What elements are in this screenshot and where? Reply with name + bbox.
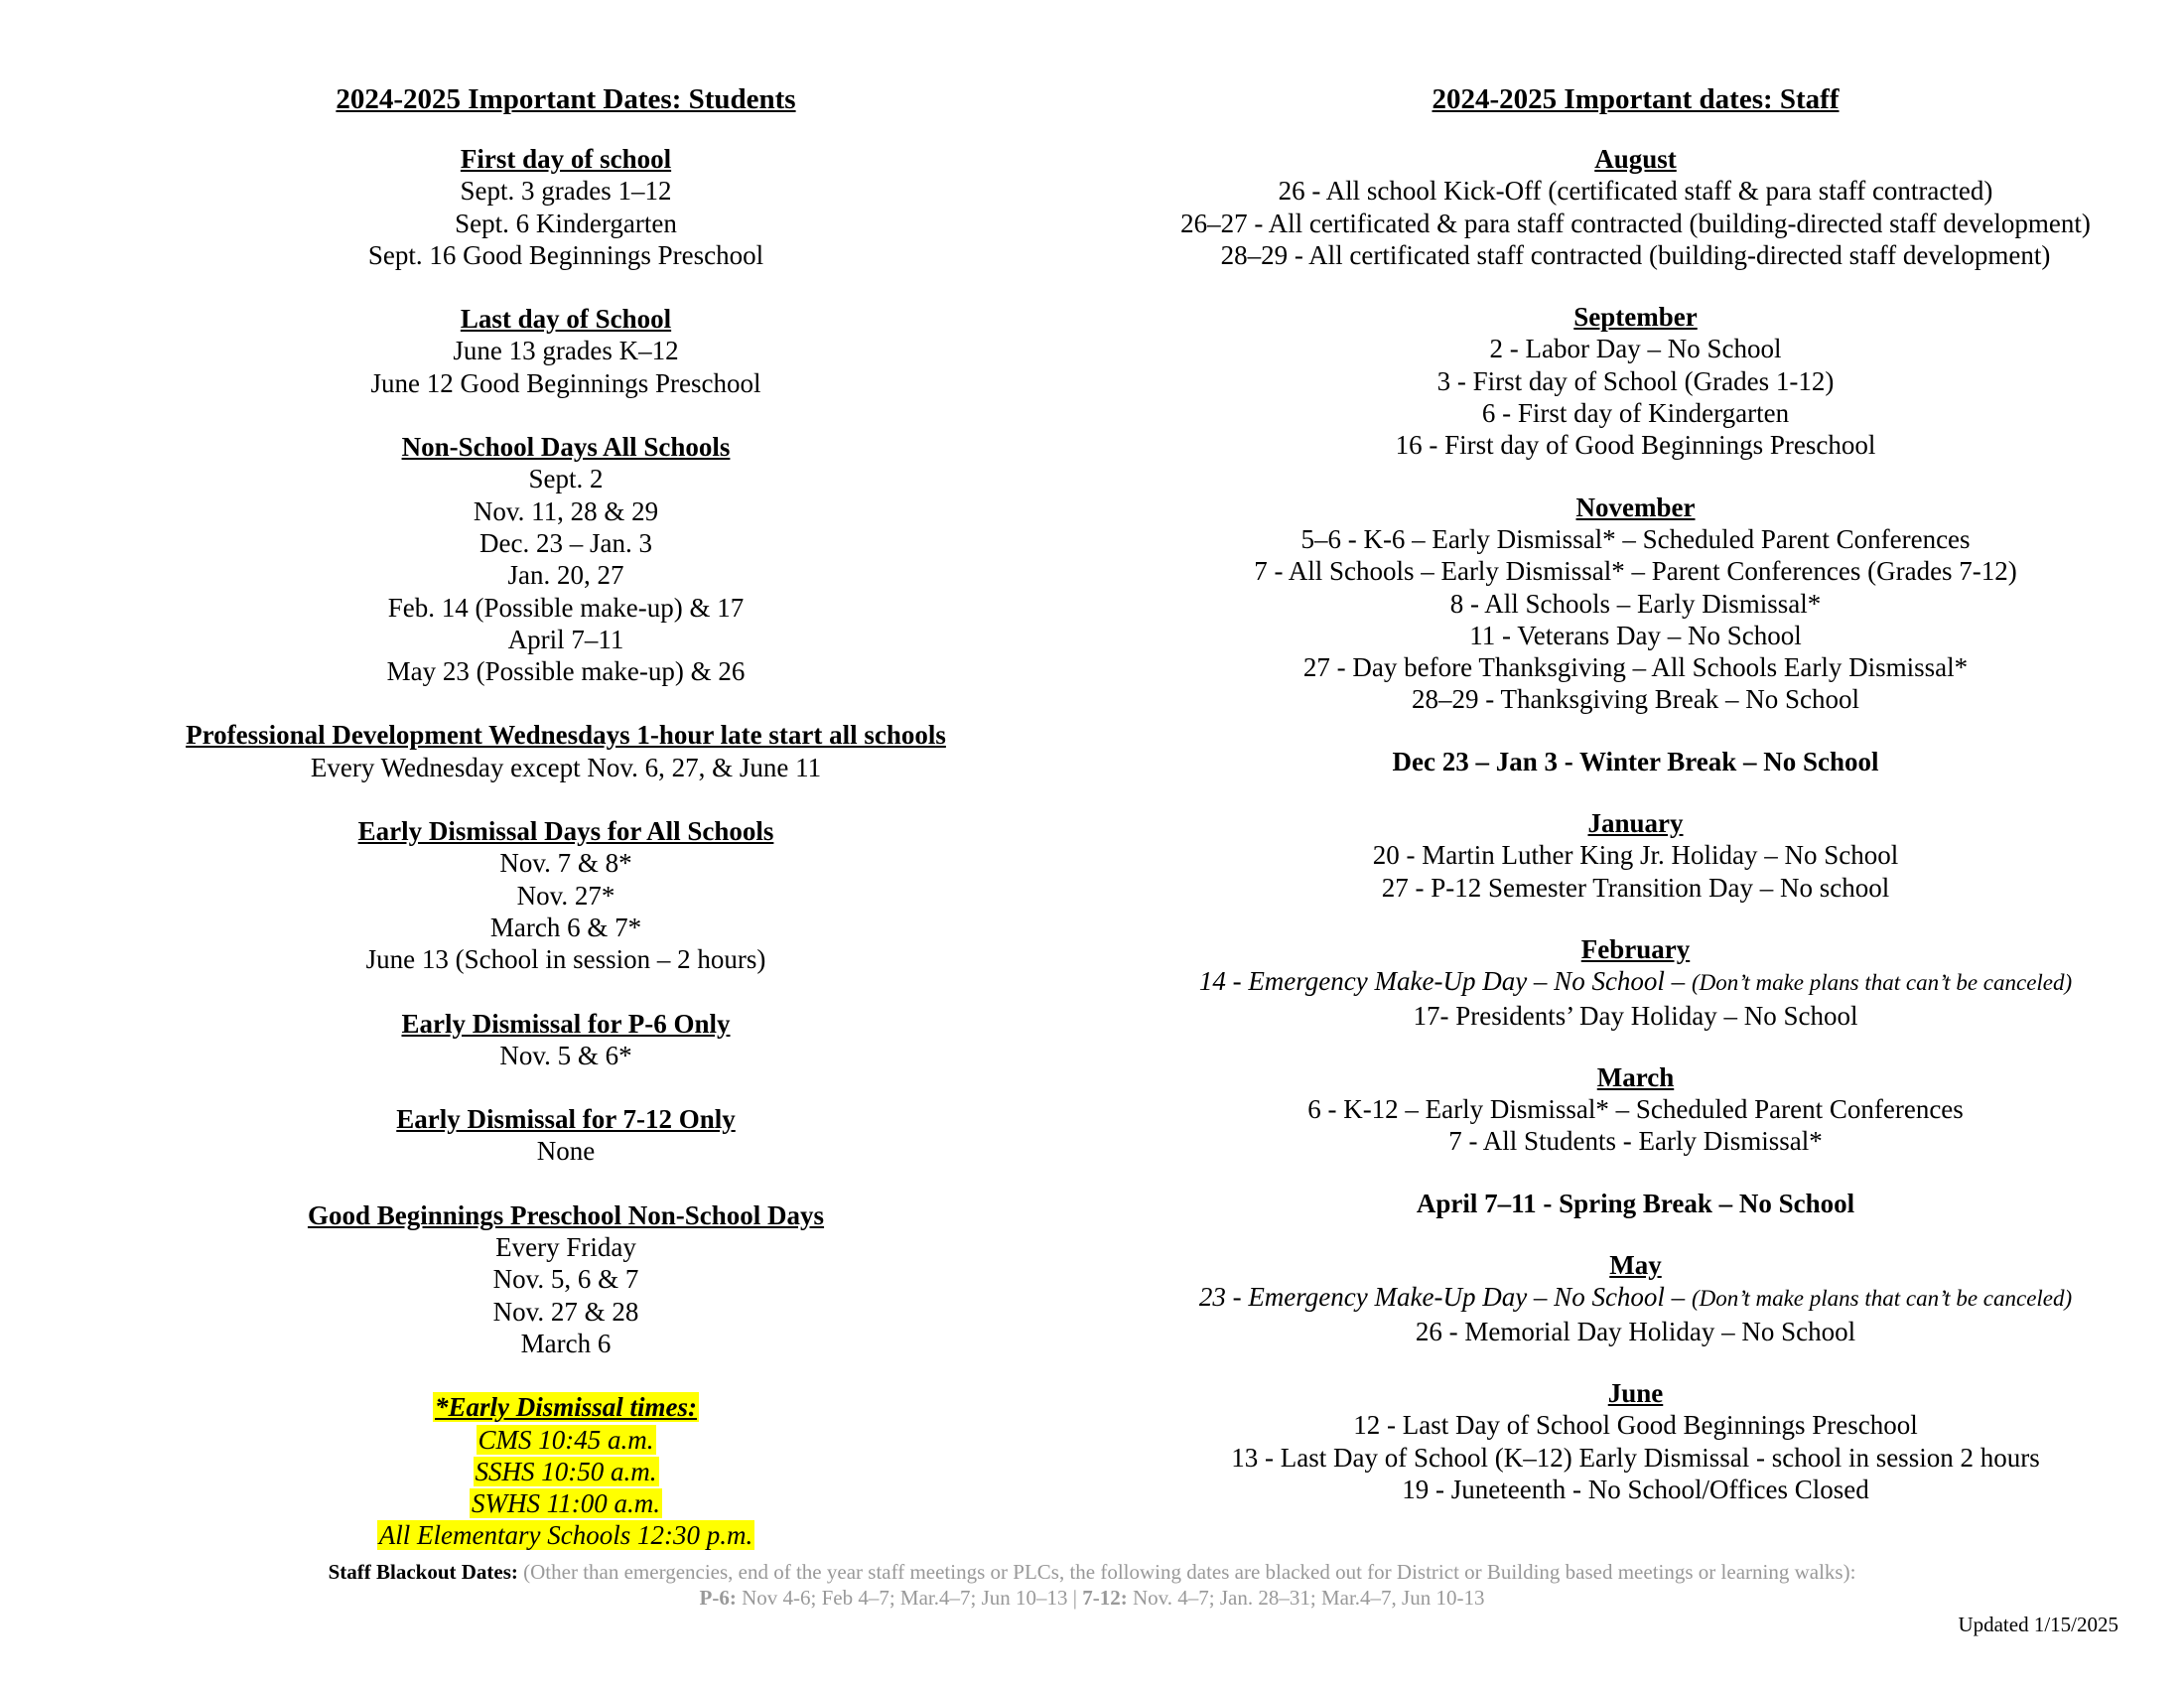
date-line: 17- Presidents’ Day Holiday – No School bbox=[1413, 1000, 1858, 1031]
section-heading: Early Dismissal for 7-12 Only bbox=[396, 1104, 736, 1135]
date-line: 3 - First day of School (Grades 1-12) bbox=[1436, 365, 1835, 396]
date-line: 6 - K-12 – Early Dismissal* – Scheduled Parent Conferences bbox=[1307, 1094, 1964, 1125]
date-line: 20 - Martin Luther King Jr. Holiday – No School bbox=[1372, 840, 1899, 871]
date-line: Sept. 6 Kindergarten bbox=[455, 208, 677, 238]
month-heading: September bbox=[1573, 302, 1698, 333]
date-line: Jan. 20, 27 bbox=[507, 560, 624, 591]
month-heading: August bbox=[1594, 144, 1677, 174]
month-heading: March bbox=[1596, 1061, 1675, 1092]
date-line: Dec. 23 – Jan. 3 bbox=[479, 527, 652, 558]
date-line: June 12 Good Beginnings Preschool bbox=[370, 367, 761, 398]
p6-dates: Nov 4-6; Feb 4–7; Mar.4–7; Jun 10–13 bbox=[742, 1586, 1068, 1610]
section-june bbox=[1102, 1377, 2169, 1505]
date-line: March 6 bbox=[520, 1328, 612, 1358]
staff-title: 2024-2025 Important dates: Staff bbox=[1432, 83, 1840, 115]
makeup-day-text: 23 - Emergency Make-Up Day – No School – bbox=[1198, 1282, 1686, 1313]
date-line: Nov. 5, 6 & 7 bbox=[492, 1264, 639, 1295]
section-may bbox=[1102, 1249, 2169, 1347]
date-line: June 13 (School in session – 2 hours) bbox=[365, 944, 766, 975]
section-preschool-non-school bbox=[60, 1199, 1072, 1359]
section-heading: Early Dismissal for P-6 Only bbox=[401, 1008, 731, 1039]
blackout-description bbox=[0, 1559, 2184, 1585]
date-line: 28–29 - All certificated staff contracted (building-directed staff development) bbox=[1220, 239, 2051, 270]
section-pd-wednesdays bbox=[60, 719, 1072, 783]
section-last-day bbox=[60, 303, 1072, 399]
staff-column bbox=[1102, 79, 2169, 1535]
students-column bbox=[60, 79, 1072, 1584]
makeup-day-note: (Don’t make plans that can’t be canceled) bbox=[1691, 970, 2073, 996]
blackout-dates-line bbox=[0, 1585, 2184, 1611]
date-line: Nov. 11, 28 & 29 bbox=[473, 495, 659, 526]
date-line: Nov. 27 & 28 bbox=[492, 1296, 639, 1327]
date-line: 6 - First day of Kindergarten bbox=[1481, 398, 1790, 429]
date-line: 7 - All Students - Early Dismissal* bbox=[1448, 1126, 1823, 1157]
month-heading: June bbox=[1607, 1377, 1664, 1408]
date-line: 13 - Last Day of School (K–12) Early Dismissal - school in session 2 hours bbox=[1231, 1442, 2040, 1473]
section-november bbox=[1102, 492, 2169, 716]
month-heading: January bbox=[1587, 808, 1684, 839]
section-first-day bbox=[60, 143, 1072, 271]
date-line: Every Friday bbox=[495, 1232, 636, 1263]
section-september bbox=[1102, 301, 2169, 461]
date-line: Feb. 14 (Possible make-up) & 17 bbox=[387, 592, 745, 623]
date-line: Every Wednesday except Nov. 6, 27, & June 11 bbox=[310, 752, 822, 782]
makeup-day-line bbox=[1102, 1281, 2169, 1315]
month-heading: November bbox=[1575, 492, 1696, 522]
date-line: Sept. 2 bbox=[528, 464, 604, 494]
dismissal-time-line: CMS 10:45 a.m. bbox=[478, 1424, 654, 1455]
date-line: Sept. 16 Good Beginnings Preschool bbox=[367, 239, 764, 270]
section-early-dismissal-p6 bbox=[60, 1008, 1072, 1072]
date-line: None bbox=[536, 1136, 596, 1167]
winter-break-line: Dec 23 – Jan 3 - Winter Break – No School bbox=[1392, 746, 1879, 776]
date-line: Nov. 5 & 6* bbox=[499, 1040, 632, 1070]
dismissal-time-line: SWHS 11:00 a.m. bbox=[472, 1488, 660, 1519]
section-heading: Non-School Days All Schools bbox=[401, 432, 731, 463]
dismissal-time-line: All Elementary Schools 12:30 p.m. bbox=[378, 1520, 753, 1551]
month-heading: February bbox=[1580, 933, 1691, 964]
date-line: Nov. 27* bbox=[516, 880, 615, 911]
date-line: Nov. 7 & 8* bbox=[499, 848, 632, 879]
date-line: 12 - Last Day of School Good Beginnings Preschool bbox=[1353, 1410, 1918, 1441]
section-heading: Professional Development Wednesdays 1-hour late start all schools bbox=[186, 720, 946, 751]
date-line: April 7–11 bbox=[507, 624, 624, 654]
date-line: 5–6 - K-6 – Early Dismissal* – Scheduled Parent Conferences bbox=[1300, 523, 1971, 554]
date-line: March 6 & 7* bbox=[489, 912, 642, 942]
date-line: June 13 grades K–12 bbox=[453, 336, 679, 366]
date-line: 2 - Labor Day – No School bbox=[1489, 334, 1782, 364]
section-february bbox=[1102, 933, 2169, 1032]
date-line: 28–29 - Thanksgiving Break – No School bbox=[1412, 684, 1859, 715]
date-line: 26 - All school Kick-Off (certificated staff & para staff contracted) bbox=[1278, 176, 1993, 207]
section-winter-break bbox=[1102, 746, 2169, 777]
date-line: 26–27 - All certificated & para staff contracted (building-directed staff development) bbox=[1180, 208, 2091, 238]
section-early-dismissal-all bbox=[60, 815, 1072, 975]
spring-break-line: April 7–11 - Spring Break – No School bbox=[1416, 1188, 1855, 1218]
month-heading: May bbox=[1609, 1250, 1662, 1281]
date-line: 26 - Memorial Day Holiday – No School bbox=[1415, 1316, 1856, 1346]
date-line: 7 - All Schools – Early Dismissal* – Parent Conferences (Grades 7-12) bbox=[1254, 556, 2017, 587]
section-spring-break bbox=[1102, 1188, 2169, 1219]
section-heading: Early Dismissal Days for All Schools bbox=[357, 816, 774, 847]
date-line: May 23 (Possible make-up) & 26 bbox=[386, 656, 746, 687]
blackout-text: (Other than emergencies, end of the year staff meetings or PLCs, the following dates are blacked out for District or Building based meetings or learning walks): bbox=[523, 1560, 1856, 1584]
makeup-day-line bbox=[1102, 965, 2169, 999]
grades-7-12-dates: Nov. 4–7; Jan. 28–31; Mar.4–7, Jun 10-13 bbox=[1133, 1586, 1485, 1610]
date-line: 27 - Day before Thanksgiving – All Schools Early Dismissal* bbox=[1302, 652, 1969, 683]
date-line: Sept. 3 grades 1–12 bbox=[460, 176, 672, 207]
section-non-school-days bbox=[60, 431, 1072, 687]
date-line: 8 - All Schools – Early Dismissal* bbox=[1449, 588, 1822, 619]
p6-label: P-6: bbox=[699, 1586, 737, 1610]
section-january bbox=[1102, 807, 2169, 904]
section-august bbox=[1102, 143, 2169, 271]
date-line: 11 - Veterans Day – No School bbox=[1469, 620, 1802, 650]
section-heading: Good Beginnings Preschool Non-School Days bbox=[307, 1199, 825, 1230]
makeup-day-note: (Don’t make plans that can’t be canceled) bbox=[1691, 1286, 2073, 1312]
date-line: 19 - Juneteenth - No School/Offices Closed bbox=[1402, 1474, 1869, 1504]
blackout-label: Staff Blackout Dates: bbox=[328, 1560, 518, 1584]
makeup-day-text: 14 - Emergency Make-Up Day – No School – bbox=[1198, 966, 1686, 997]
grades-7-12-label: 7-12: bbox=[1082, 1586, 1128, 1610]
section-early-dismissal-712 bbox=[60, 1103, 1072, 1168]
section-heading: First day of school bbox=[460, 144, 672, 174]
section-heading: Last day of School bbox=[460, 304, 672, 335]
separator: | bbox=[1072, 1586, 1077, 1610]
date-line: 16 - First day of Good Beginnings Preschool bbox=[1395, 430, 1876, 461]
date-line: 27 - P-12 Semester Transition Day – No school bbox=[1381, 872, 1890, 903]
staff-blackout-dates bbox=[0, 1559, 2184, 1611]
students-title: 2024-2025 Important Dates: Students bbox=[336, 83, 796, 115]
updated-date: Updated 1/15/2025 bbox=[1958, 1613, 2118, 1636]
dismissal-time-line: SSHS 10:50 a.m. bbox=[475, 1456, 657, 1486]
section-early-dismissal-times bbox=[60, 1391, 1072, 1551]
section-march bbox=[1102, 1061, 2169, 1158]
early-dismissal-times-heading: *Early Dismissal times: bbox=[434, 1392, 697, 1423]
